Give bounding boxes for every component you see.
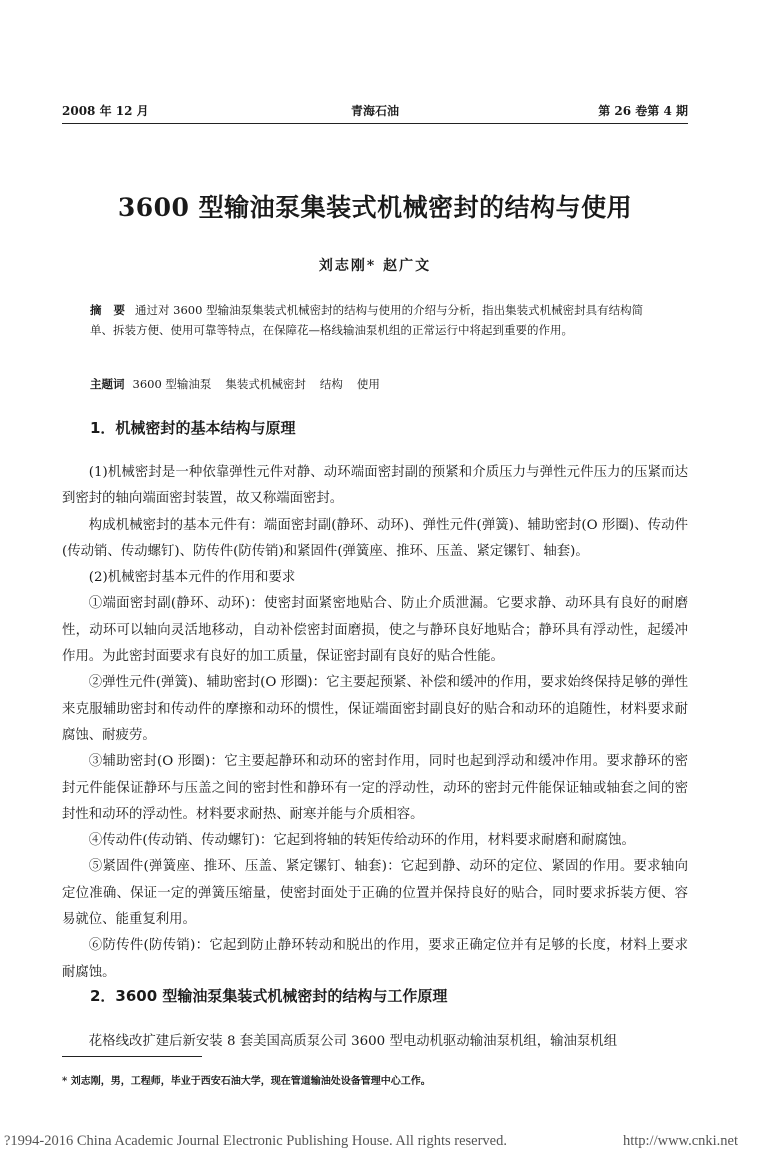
body-paragraph: 构成机械密封的基本元件有：端面密封副(静环、动环)、弹性元件(弹簧)、辅助密封(O 形圈)、传动件(传动销、传动螺钉)、防传件(防传销)和紧固件(弹簧座、推环、压盖、紧定镙钉、轴套)。	[62, 517, 688, 559]
body-paragraph: ⑤紧固件(弹簧座、推环、压盖、紧定镙钉、轴套)：它起到静、动环的定位、紧固的作用。要求轴向定位准确、保证一定的弹簧压缩量，使密封面处于正确的位置并保持良好的贴合，同时要求拆装方便、容易就位、能重复利用。	[62, 859, 688, 928]
body-paragraph: (1)机械密封是一种依靠弹性元件对静、动环端面密封副的预紧和介质压力与弹性元件压力的压紧而达到密封的轴向端面密封装置，故又称端面密封。	[62, 465, 688, 507]
footnote-rule	[62, 1056, 202, 1057]
section-2-heading: 2．3600 型输油泵集装式机械密封的结构与工作原理	[90, 987, 448, 1005]
keyword: 3600 型输油泵	[132, 377, 212, 391]
body-paragraph: (2)机械密封基本元件的作用和要求	[88, 570, 296, 586]
keywords-label: 主题词	[90, 377, 125, 391]
body-paragraph: ⑥防传件(防传销)：它起到防止静环转动和脱出的作用，要求正确定位并有足够的长度，材料上要求耐腐蚀。	[62, 938, 688, 980]
keyword: 结构	[319, 377, 343, 391]
abstract	[90, 300, 662, 340]
copyright-watermark	[4, 1133, 768, 1150]
keywords	[90, 374, 662, 394]
abstract-label: 摘 要	[90, 303, 130, 317]
section-1-body	[62, 460, 688, 986]
author-footnote: * 刘志刚，男，工程师，毕业于西安石油大学，现在管道输油处设备管理中心工作。	[62, 1076, 431, 1087]
section-2-paragraph: 花格线改扩建后新安装 8 套美国高质泵公司 3600 型电动机驱动输油泵机组，输油泵机组	[88, 1034, 618, 1049]
body-paragraph: ③辅助密封(O 形圈)：它主要起静环和动环的密封作用，同时也起到浮动和缓冲作用。要求静环的密封元件能保证静环与压盖之间的密封性和静环有一定的浮动性，动环的密封元件能保证轴或轴套之间的密封性和动环的浮动性。材料要求耐热、耐寒并能与介质相容。	[62, 754, 688, 822]
body-paragraph: ①端面密封副(静环、动环)：使密封面紧密地贴合、防止介质泄漏。它要求静、动环具有良好的耐磨性，动环可以轴向灵活地移动，自动补偿密封面磨损，使之与静环良好地贴合；静环具有浮动性，起缓冲作用。为此密封面要求有良好的加工质量，保证密封副有良好的贴合性能。	[62, 596, 688, 665]
keyword: 集装式机械密封	[225, 377, 306, 391]
running-header	[62, 102, 688, 118]
header-issue: 第 26 卷第 4 期	[598, 104, 688, 118]
paper-title: 3600 型输油泵集装式机械密封的结构与使用	[117, 193, 633, 222]
header-journal: 青海石油	[350, 104, 399, 118]
body-paragraph: ②弹性元件(弹簧)、辅助密封(O 形圈)：它主要起预紧、补偿和缓冲的作用，要求始终保持足够的弹性来克服辅助密封和传动件的摩擦和动环的惯性，保证端面密封副良好的贴合和动环的追随性，材料要求耐腐蚀、耐疲劳。	[62, 675, 688, 743]
body-paragraph: ④传动件(传动销、传动螺钉)：它起到将轴的转矩传给动环的作用，材料要求耐磨和耐腐蚀。	[88, 833, 635, 849]
authors: 刘志刚* 赵广文	[318, 258, 432, 274]
header-rule	[62, 123, 688, 124]
keywords-line	[90, 374, 662, 394]
watermark-url: http://www.cnki.net	[622, 1133, 738, 1149]
keyword: 使用	[356, 377, 380, 391]
header-date: 2008 年 12 月	[62, 104, 149, 118]
section-1-heading: 1．机械密封的基本结构与原理	[90, 419, 296, 437]
abstract-paragraph	[90, 300, 662, 340]
abstract-text: 通过对 3600 型输油泵集装式机械密封的结构与使用的介绍与分析，指出集装式机械密封具有结构简单、拆装方便、使用可靠等特点，在保障花—格线输油泵机组的正常运行中将起到重要的作用。	[90, 303, 644, 337]
watermark-copyright: ?1994-2016 China Academic Journal Electronic Publishing House. All rights reserved.	[4, 1133, 507, 1149]
